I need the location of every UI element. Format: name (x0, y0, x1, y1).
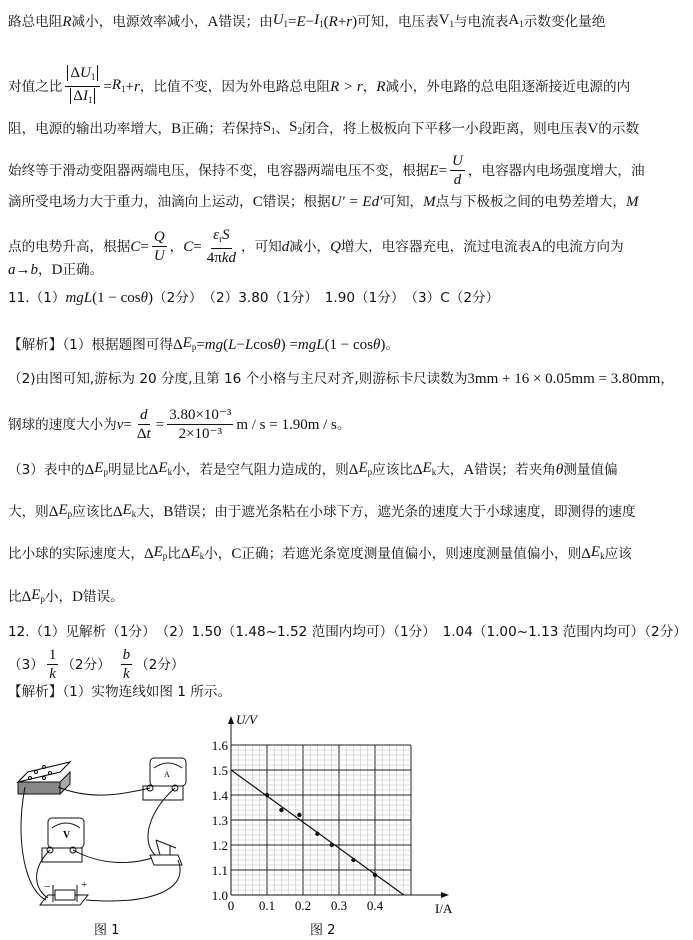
text-run: 闭合，将上极板向下平移一小段距离，则电压表 (301, 121, 588, 137)
fraction-content (49, 666, 56, 682)
text-run: ， (660, 371, 674, 387)
math-text: = (123, 416, 132, 433)
text-run: 大， (136, 504, 164, 520)
fraction-content (207, 250, 236, 266)
math-symbol: k (122, 666, 130, 682)
text-run: 可知， (382, 194, 424, 210)
math-text: − (236, 337, 245, 353)
fraction-numerator (450, 152, 465, 171)
figure2-caption: 图 2 (310, 923, 336, 938)
math-symbol: $E_p$ (94, 460, 108, 477)
subscript: p (162, 551, 168, 561)
x-axis-arrow (441, 892, 449, 898)
text-run: 的电流方向为 (542, 238, 624, 255)
subscript: r (219, 234, 223, 244)
subscript: p (40, 594, 45, 604)
math-symbol: d (281, 238, 290, 255)
ammeter-label: A (164, 770, 170, 779)
text-line (8, 192, 638, 212)
math-symbol: C (183, 238, 194, 255)
fraction-content (179, 426, 222, 442)
fraction-numerator (65, 64, 100, 87)
math-symbol: $E_p$ (358, 460, 373, 477)
y-tick-label: 1.5 (211, 763, 228, 778)
text-run: 减小，外电路的总电阻逐渐接近电源的内 (385, 78, 631, 95)
subscript: k (431, 467, 437, 477)
y-tick-label: 1.0 (211, 888, 228, 903)
text-run: （3）表中的 (8, 462, 85, 478)
text-run: 小， (204, 546, 232, 562)
math-text: (1 − cos (92, 290, 141, 306)
fraction-numerator (47, 646, 59, 665)
text-run: 。 (336, 416, 351, 433)
text-run: （2分） (135, 656, 185, 673)
math-text: Δ (143, 546, 154, 562)
math-text: = (155, 416, 165, 433)
math-symbol: U (153, 248, 165, 264)
fraction (135, 406, 153, 443)
fraction (65, 64, 100, 109)
fraction-denominator (452, 171, 464, 189)
math-symbol: θ (373, 337, 381, 353)
fraction-numerator (121, 646, 133, 665)
x-tick-label: 0.2 (294, 898, 312, 913)
subscript: 1 (449, 19, 455, 29)
text-run: 应该 (604, 546, 632, 562)
text-run: 测量值偏 (563, 462, 618, 478)
y-tick-label: 1.2 (211, 838, 228, 853)
fraction (205, 226, 238, 267)
math-symbol: v (116, 416, 124, 433)
text-run: ， (169, 238, 184, 255)
text-line (8, 646, 185, 683)
x-tick-label: 0 (227, 898, 235, 913)
text-line (8, 622, 687, 642)
text-run: 正确；若遮光条宽度测量值偏小，则速度测量值偏小，则 (241, 546, 582, 562)
math-text: V (587, 121, 599, 137)
math-symbol: $E_p$ (58, 502, 73, 519)
text-run: 明显比 (107, 462, 149, 478)
math-text: ) (380, 337, 386, 353)
text-line (8, 117, 639, 141)
math-text: C (252, 194, 263, 210)
math-text: − (305, 14, 315, 30)
text-run: 比 (8, 589, 22, 605)
text-run: 阻，电源的输出功率增大， (8, 121, 172, 137)
math-symbol: $\varepsilon_r$ (213, 227, 223, 244)
data-point (265, 793, 269, 797)
fraction-content (123, 666, 130, 682)
text-run: 【解析】（1）实物连线如图 1 所示。 (8, 684, 232, 700)
math-text: Δ (48, 504, 59, 520)
math-text: $V_1$ (438, 12, 455, 29)
fraction-content (140, 407, 148, 423)
fraction-content (137, 426, 151, 442)
fraction-content (49, 647, 57, 663)
subscript: 2 (297, 126, 302, 136)
text-run: 减小， (289, 238, 331, 255)
subscript: k (600, 551, 605, 561)
fraction-denominator (177, 425, 224, 443)
y-axis-arrow (228, 716, 234, 724)
text-run: ，比值不变，因为外电路总电阻 (139, 78, 331, 95)
math-symbol: $E_k$ (122, 502, 137, 519)
math-text: m / s = 1.90m / s (236, 416, 337, 433)
math-symbol: U (452, 153, 463, 169)
text-run: 对值之比 (8, 78, 63, 95)
data-point (373, 873, 377, 877)
subscript: k (167, 467, 173, 477)
math-text: Δ (84, 462, 95, 478)
text-run: 与电流表 (454, 14, 509, 30)
subscript: p (191, 342, 197, 352)
subscript: k (131, 509, 137, 519)
math-symbol: R (328, 14, 338, 30)
math-text: $S_1$ (262, 119, 276, 136)
math-text: = (193, 238, 202, 255)
switch (150, 840, 182, 865)
math-text: = (103, 78, 112, 95)
math-symbol: t (146, 426, 151, 442)
math-text: D (72, 589, 83, 605)
math-text: Δ (172, 337, 183, 353)
math-symbol: θ (555, 462, 564, 478)
math-text: Δ (21, 589, 32, 605)
math-text: Δ (70, 65, 81, 81)
fraction-content (123, 647, 131, 663)
text-run: 。 (385, 337, 399, 353)
math-symbol: θ (273, 337, 281, 353)
math-symbol: U′ = Ed′ (330, 194, 383, 210)
text-run: 11.（1） (8, 290, 66, 306)
text-run: 正确；若保持 (181, 121, 263, 137)
math-symbol: $E_p$ (182, 335, 197, 352)
math-symbol: R (376, 78, 386, 95)
subscript: p (367, 467, 373, 477)
fraction-numerator (211, 226, 231, 249)
math-symbol: $E_p$ (153, 544, 168, 561)
math-symbol: Q (330, 238, 341, 255)
fraction-content (452, 153, 463, 169)
ui-chart (200, 710, 460, 920)
math-symbol: S (222, 227, 230, 243)
math-symbol: kd (221, 250, 236, 266)
figure1-caption: 图 1 (94, 923, 120, 938)
y-tick-label: 1.1 (211, 863, 228, 878)
text-line (8, 406, 350, 443)
math-symbol: Q (153, 229, 165, 245)
fraction-denominator (205, 249, 238, 267)
voltmeter-label: V (63, 830, 71, 841)
subscript: 1 (121, 83, 126, 94)
subscript: 1 (87, 95, 93, 105)
text-run: 应该比 (372, 462, 413, 478)
data-point (330, 843, 334, 847)
math-text: 4π (206, 250, 222, 266)
fraction-content (169, 407, 231, 423)
data-point (297, 813, 301, 817)
fraction-denominator (47, 665, 58, 683)
math-text: 1 (48, 647, 57, 663)
text-run: 点的电势升高，根据 (8, 238, 131, 255)
math-text: = (140, 238, 149, 255)
math-text: Δ (412, 462, 423, 478)
fraction-content (454, 172, 462, 188)
text-line (8, 500, 636, 524)
fraction-denominator (121, 665, 132, 683)
ammeter (143, 758, 186, 800)
text-line (8, 333, 399, 357)
math-text: B (171, 121, 182, 137)
fraction-content (70, 88, 95, 104)
math-symbol: $U_1$ (272, 12, 289, 29)
math-text: A (207, 14, 219, 30)
text-run: 12.（1）见解析（1分） （2）1.50（1.48~1.52 范围内均可）（1分） 1.04（1.00~1.13 范围内均可）（2分） (8, 624, 687, 640)
math-text: 3mm + 16 × 0.05mm = 3.80mm (467, 371, 661, 387)
y-tick-label: 1.3 (211, 813, 228, 828)
math-text: + (125, 78, 134, 95)
text-run: 点与下极板之间的电势差增大， (435, 194, 626, 210)
subscript: 1 (271, 126, 276, 136)
text-run: ，可知 (241, 238, 282, 255)
math-text: ( (223, 337, 229, 353)
math-text: B (163, 504, 174, 520)
resistance-box (18, 762, 70, 794)
math-symbol: mg (204, 337, 224, 353)
math-symbol: r (346, 14, 353, 30)
math-text: D (51, 262, 63, 278)
subscript: 1 (519, 19, 524, 29)
math-symbol: d (453, 172, 462, 188)
text-run: 小，若是空气阻力造成的，则 (172, 462, 349, 478)
fraction-numerator (138, 406, 150, 425)
data-point (351, 858, 355, 862)
text-run: 始终等于滑动变阻器两端电压，保持不变，电容器两端电压不变，根据 (8, 162, 430, 179)
math-symbol: $R_1$ (111, 76, 126, 94)
math-text: Δ (348, 462, 359, 478)
math-symbol: mgL (65, 290, 93, 306)
math-symbol: $I_1$ (82, 88, 93, 105)
text-line (8, 152, 645, 189)
math-symbol: M (625, 194, 639, 210)
circuit-diagram (0, 740, 210, 920)
math-text: A (531, 238, 543, 255)
text-line (8, 260, 103, 280)
fraction-numerator (152, 228, 167, 247)
fraction-denominator (152, 247, 167, 265)
text-run: （2分） （2）3.80（1分） 1.90（1分） （3）C（2分） (152, 290, 500, 306)
text-run: 小， (44, 589, 73, 605)
math-symbol: $E_p$ (31, 587, 45, 604)
math-text: ) (352, 14, 358, 30)
text-run: 【解析】（1）根据题图可得 (8, 337, 173, 353)
text-run: 减小，电源效率减小， (71, 14, 208, 30)
math-text: Δ (112, 504, 123, 520)
math-symbol: $U_1$ (80, 65, 96, 82)
battery-plus: + (81, 879, 88, 891)
math-symbol: L (244, 337, 254, 353)
fraction-content (213, 227, 229, 243)
math-symbol: d (140, 407, 148, 423)
fraction (47, 646, 59, 683)
text-run: ，电容器内电场强度增大，油 (467, 162, 645, 179)
text-run: 大， (436, 462, 464, 478)
text-line (8, 542, 632, 566)
math-text: Δ (581, 546, 591, 562)
subscript: 1 (283, 19, 289, 29)
text-run: 大，则 (8, 504, 49, 520)
text-run: 路总电阻 (8, 14, 63, 30)
fraction (152, 228, 167, 265)
math-text: ( (323, 14, 329, 30)
math-symbol: $E_k$ (590, 544, 605, 561)
text-run: ， (362, 78, 377, 95)
math-text: $S_2$ (289, 119, 302, 136)
math-symbol: L (228, 337, 237, 353)
fraction-content (67, 65, 98, 81)
math-text: 2×10⁻³ (178, 426, 222, 442)
math-text: Δ (148, 462, 159, 478)
text-run: （2分） (61, 656, 118, 673)
math-symbol: E (296, 14, 306, 30)
math-symbol: r (133, 78, 140, 95)
text-run: 错误。 (82, 589, 124, 605)
text-line (8, 458, 618, 482)
math-text: ) (147, 290, 153, 306)
math-symbol: $E_k$ (158, 460, 173, 477)
text-run: 示数变化量绝 (523, 14, 606, 30)
subscript: k (199, 551, 205, 561)
y-tick-label: 1.4 (211, 788, 228, 803)
text-run: 可知，电压表 (357, 14, 439, 30)
text-run: ， (38, 262, 52, 278)
math-text: 3.80×10⁻³ (169, 407, 232, 423)
text-line (8, 682, 231, 702)
math-text: = (196, 337, 205, 353)
text-run: 错误；根据 (262, 194, 331, 210)
math-text: (1 − cos (324, 337, 374, 353)
subscript: p (103, 467, 108, 477)
math-symbol: a→b (8, 262, 38, 278)
math-symbol: R > r (330, 78, 363, 95)
math-text: C (231, 546, 242, 562)
y-axis-label: U/V (236, 712, 257, 727)
text-run: 正确。 (62, 262, 104, 278)
battery-minus: − (44, 881, 51, 893)
x-tick-label: 0.3 (330, 898, 348, 913)
text-run: （2)由图可知,游标为 20 分度,且第 16 个小格与主尺对齐,则游标卡尺读数为 (8, 371, 468, 387)
math-text: cos (253, 337, 274, 353)
text-run: 错误；由 (218, 14, 273, 30)
math-symbol: $E_k$ (422, 460, 437, 477)
x-tick-label: 0.1 (258, 898, 276, 913)
text-line (8, 288, 499, 308)
fraction-numerator (167, 406, 233, 425)
text-line (8, 369, 674, 389)
fraction (121, 646, 133, 683)
text-run: 应该比 (72, 504, 113, 520)
math-text: A (463, 462, 475, 478)
text-line (8, 64, 630, 109)
math-symbol: $E_k$ (190, 544, 205, 561)
text-run: 钢球的速度大小为 (8, 416, 117, 433)
math-symbol: b (122, 647, 131, 663)
subscript: p (67, 509, 73, 519)
x-axis-label: I/A (435, 901, 453, 916)
text-run: 错误；若夹角 (474, 462, 556, 478)
text-run: 滴所受电场力大于重力，油滴向上运动， (8, 194, 253, 210)
math-symbol: k (49, 666, 56, 682)
fraction-denominator (135, 425, 153, 443)
text-line (8, 585, 124, 609)
subscript: 1 (90, 72, 96, 82)
text-run: 、 (275, 121, 290, 137)
data-point (315, 832, 319, 836)
fraction (167, 406, 233, 443)
math-symbol: mgL (297, 337, 325, 353)
text-run: 错误；由于遮光条粘在小球下方，遮光条的速度大于小球速度，即测得的速度 (173, 504, 636, 520)
text-run: （3） (8, 656, 44, 673)
math-text: = (438, 162, 448, 179)
math-symbol: E (429, 162, 439, 179)
data-point (279, 808, 283, 812)
text-run: 比 (167, 546, 181, 562)
fraction-denominator (68, 87, 97, 109)
math-symbol: R (62, 14, 72, 30)
fraction (450, 152, 465, 189)
math-symbol: M (423, 194, 436, 210)
math-text: + (337, 14, 347, 30)
math-symbol: θ (140, 290, 148, 306)
text-run: 的示数 (598, 121, 640, 137)
math-text: $A_1$ (508, 12, 524, 29)
math-text: Δ (73, 88, 83, 104)
math-text: ) = (280, 337, 298, 353)
fraction-content (154, 248, 165, 264)
text-run: 增大，电容器充电，流过电流表 (340, 238, 532, 255)
x-tick-label: 0.4 (366, 898, 384, 913)
math-text: Δ (180, 546, 191, 562)
math-text: = (288, 14, 297, 30)
text-line (8, 10, 605, 34)
fraction-content (154, 229, 165, 245)
math-text: Δ (136, 426, 147, 442)
subscript: 1 (319, 19, 324, 29)
y-tick-label: 1.6 (211, 738, 228, 753)
math-symbol: C (130, 238, 141, 255)
text-run: 比小球的实际速度大， (8, 546, 144, 562)
math-symbol: $I_1$ (314, 12, 324, 29)
